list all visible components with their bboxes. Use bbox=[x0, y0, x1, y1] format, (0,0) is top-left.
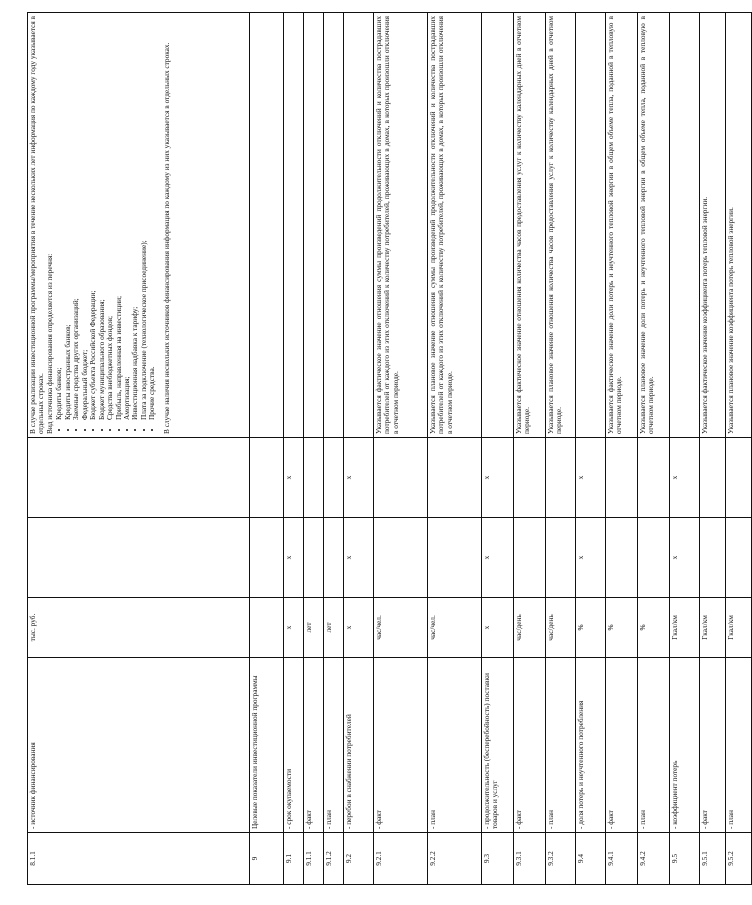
row-name: - срок окупаемости bbox=[284, 658, 304, 833]
row-description: Указывается фактическое значение отношения количества часов предоставления услуг к количеству календарных дней в отчетном периоде. bbox=[514, 13, 546, 438]
row-col4 bbox=[546, 518, 576, 598]
source-item: • Инвестиционная надбавка к тарифу; bbox=[131, 16, 139, 420]
desc-intro: В случае реализации инвестиционной программы/мероприятия в течение нескольких лет информация по каждому году указывается в отдельных строках. bbox=[28, 16, 46, 434]
row-unit: час/чел. bbox=[428, 598, 482, 658]
row-unit: Гкал/км bbox=[700, 598, 726, 658]
row-description bbox=[670, 13, 700, 438]
row-description bbox=[324, 13, 344, 438]
row-unit: час/день bbox=[514, 598, 546, 658]
row-col5 bbox=[324, 438, 344, 518]
table-row bbox=[374, 13, 428, 885]
row-number: 9.2.2 bbox=[428, 833, 482, 885]
table-row bbox=[700, 13, 726, 885]
row-description bbox=[250, 13, 284, 438]
row-number: 9 bbox=[250, 833, 284, 885]
row-description bbox=[576, 13, 606, 438]
row-col5 bbox=[726, 438, 752, 518]
source-item: • Заемные средства других организаций; bbox=[72, 16, 80, 420]
row-description: Указывается фактическое значение отношения суммы произведений продолжительности отключений и количества пострадавших потребителей от каждого из этих отключений к количеству потребителей, проживающих в домах, в которых произошли отключения в отчетном периоде. bbox=[374, 13, 428, 438]
table-row bbox=[482, 13, 514, 885]
row-unit: Гкал/км bbox=[670, 598, 700, 658]
row-unit: тыс. руб. bbox=[28, 598, 250, 658]
row-col4: х bbox=[284, 518, 304, 598]
table-row bbox=[284, 13, 304, 885]
row-name: - источник финансирования bbox=[28, 658, 250, 833]
source-item: • Кредиты иностранных банков; bbox=[64, 16, 72, 420]
row-description bbox=[284, 13, 304, 438]
table-row bbox=[670, 13, 700, 885]
source-item: • Бюджет муниципального образования; bbox=[98, 16, 106, 420]
row-description: Указывается плановое значение доли потерь и неучтенного тепловой энергии в общем объеме тепла, поданной в тепловую в отчетном периоде. bbox=[638, 13, 670, 438]
row-unit: час/чел. bbox=[374, 598, 428, 658]
row-col5: х bbox=[482, 438, 514, 518]
row-number: 9.5 bbox=[670, 833, 700, 885]
row-col4: х bbox=[576, 518, 606, 598]
rotated-page bbox=[27, 13, 735, 885]
indicators-table bbox=[27, 12, 752, 885]
row-unit: % bbox=[638, 598, 670, 658]
row-description: Указывается фактическое значение доли потерь и неучтенного тепловой энергии в общем объеме тепла, поданной в тепловую в отчетном периоде. bbox=[606, 13, 638, 438]
source-item: • Прибыль, направленная на инвестиции; bbox=[115, 16, 123, 420]
row-unit bbox=[250, 598, 284, 658]
row-number: 9.2.1 bbox=[374, 833, 428, 885]
desc-outro: В случае наличия нескольких источников финансирования информация по каждому из них указывается в отдельных строках. bbox=[161, 42, 171, 434]
row-number: 9.2 bbox=[344, 833, 374, 885]
table-body bbox=[28, 13, 752, 885]
row-number: 9.1 bbox=[284, 833, 304, 885]
row-name: - план bbox=[638, 658, 670, 833]
row-number: 9.3.1 bbox=[514, 833, 546, 885]
desc-lead: Вид источника финансирования определяется из перечня: bbox=[44, 253, 54, 434]
row-name: - план bbox=[546, 658, 576, 833]
row-number: 9.4 bbox=[576, 833, 606, 885]
row-col5 bbox=[374, 438, 428, 518]
row-description bbox=[28, 13, 250, 438]
source-item: • Амортизация; bbox=[123, 16, 131, 420]
row-unit: Гкал/км bbox=[726, 598, 752, 658]
row-name: - коэффициент потерь bbox=[670, 658, 700, 833]
row-name: - перебои в снабжении потребителей bbox=[344, 658, 374, 833]
source-item: • Бюджет субъекта Российской Федерации; bbox=[89, 16, 97, 420]
row-number: 9.5.1 bbox=[700, 833, 726, 885]
table-row bbox=[428, 13, 482, 885]
row-unit: х bbox=[344, 598, 374, 658]
table-row bbox=[250, 13, 284, 885]
source-item: • Кредиты банков; bbox=[55, 16, 63, 420]
row-col4: х bbox=[482, 518, 514, 598]
row-name: - факт bbox=[514, 658, 546, 833]
source-item: • Прочие средства. bbox=[148, 16, 156, 420]
row-name: - план bbox=[428, 658, 482, 833]
row-description: Указывается плановое значение коэффициента потерь тепловой энергии. bbox=[726, 13, 752, 438]
row-name: - продолжительность (бесперебойность) поставки товаров и услуг bbox=[482, 658, 514, 833]
row-col5 bbox=[606, 438, 638, 518]
row-unit: % bbox=[576, 598, 606, 658]
table-row bbox=[324, 13, 344, 885]
row-number: 9.5.2 bbox=[726, 833, 752, 885]
row-col5 bbox=[28, 438, 250, 518]
row-col5 bbox=[250, 438, 284, 518]
row-col5: х bbox=[344, 438, 374, 518]
source-item: • Федеральный бюджет; bbox=[81, 16, 89, 420]
row-name: - факт bbox=[304, 658, 324, 833]
table-row bbox=[344, 13, 374, 885]
row-name: - факт bbox=[374, 658, 428, 833]
row-name: - план bbox=[324, 658, 344, 833]
row-col4 bbox=[428, 518, 482, 598]
row-col5 bbox=[304, 438, 324, 518]
row-description: Указывается плановое значение отношения суммы произведений продолжительности отключений и количества пострадавших потребителей от каждого из этих отключений к количеству потребителей, проживающих в домах, в которых произошли отключения в отчетном периоде. bbox=[428, 13, 482, 438]
row-col5 bbox=[700, 438, 726, 518]
row-unit: % bbox=[606, 598, 638, 658]
source-list bbox=[55, 16, 156, 420]
row-col4 bbox=[638, 518, 670, 598]
source-item: • Плата за подключение (технологическое присоединение); bbox=[140, 16, 148, 420]
table-row bbox=[304, 13, 324, 885]
row-unit: х bbox=[482, 598, 514, 658]
row-col5: х bbox=[670, 438, 700, 518]
row-name: - факт bbox=[700, 658, 726, 833]
row-unit: лет bbox=[324, 598, 344, 658]
row-col4: х bbox=[670, 518, 700, 598]
row-col4 bbox=[374, 518, 428, 598]
table-row bbox=[514, 13, 546, 885]
row-number: 8.1.1 bbox=[28, 833, 250, 885]
row-col4: х bbox=[344, 518, 374, 598]
row-description bbox=[344, 13, 374, 438]
row-name: Целевые показатели инвестиционной программы bbox=[250, 658, 284, 833]
row-unit: лет bbox=[304, 598, 324, 658]
row-description bbox=[304, 13, 324, 438]
table-row bbox=[28, 13, 250, 885]
row-number: 9.3 bbox=[482, 833, 514, 885]
row-unit: х bbox=[284, 598, 304, 658]
row-name: - план bbox=[726, 658, 752, 833]
table-row bbox=[546, 13, 576, 885]
row-description bbox=[482, 13, 514, 438]
row-description: Указывается фактическое значение коэффициента потерь тепловой энергии. bbox=[700, 13, 726, 438]
table-row bbox=[726, 13, 752, 885]
row-col5: х bbox=[576, 438, 606, 518]
row-col4 bbox=[324, 518, 344, 598]
row-col5: х bbox=[284, 438, 304, 518]
table-row bbox=[576, 13, 606, 885]
row-col4 bbox=[304, 518, 324, 598]
row-number: 9.4.2 bbox=[638, 833, 670, 885]
row-col4 bbox=[28, 518, 250, 598]
row-col5 bbox=[546, 438, 576, 518]
row-unit: час/день bbox=[546, 598, 576, 658]
row-number: 9.1.1 bbox=[304, 833, 324, 885]
row-col5 bbox=[428, 438, 482, 518]
source-item: • Средства внебюджетных фондов; bbox=[106, 16, 114, 420]
row-col4 bbox=[250, 518, 284, 598]
row-col4 bbox=[726, 518, 752, 598]
row-col4 bbox=[514, 518, 546, 598]
table-row bbox=[606, 13, 638, 885]
row-col5 bbox=[638, 438, 670, 518]
row-col4 bbox=[700, 518, 726, 598]
row-number: 9.1.2 bbox=[324, 833, 344, 885]
row-name: - факт bbox=[606, 658, 638, 833]
row-col4 bbox=[606, 518, 638, 598]
row-col5 bbox=[514, 438, 546, 518]
row-name: - доля потерь и неучтенного потребления bbox=[576, 658, 606, 833]
row-number: 9.3.2 bbox=[546, 833, 576, 885]
table-row bbox=[638, 13, 670, 885]
row-description: Указывается плановое значение отношения количества часов предоставления услуг к количеству календарных дней в отчетном периоде. bbox=[546, 13, 576, 438]
row-number: 9.4.1 bbox=[606, 833, 638, 885]
